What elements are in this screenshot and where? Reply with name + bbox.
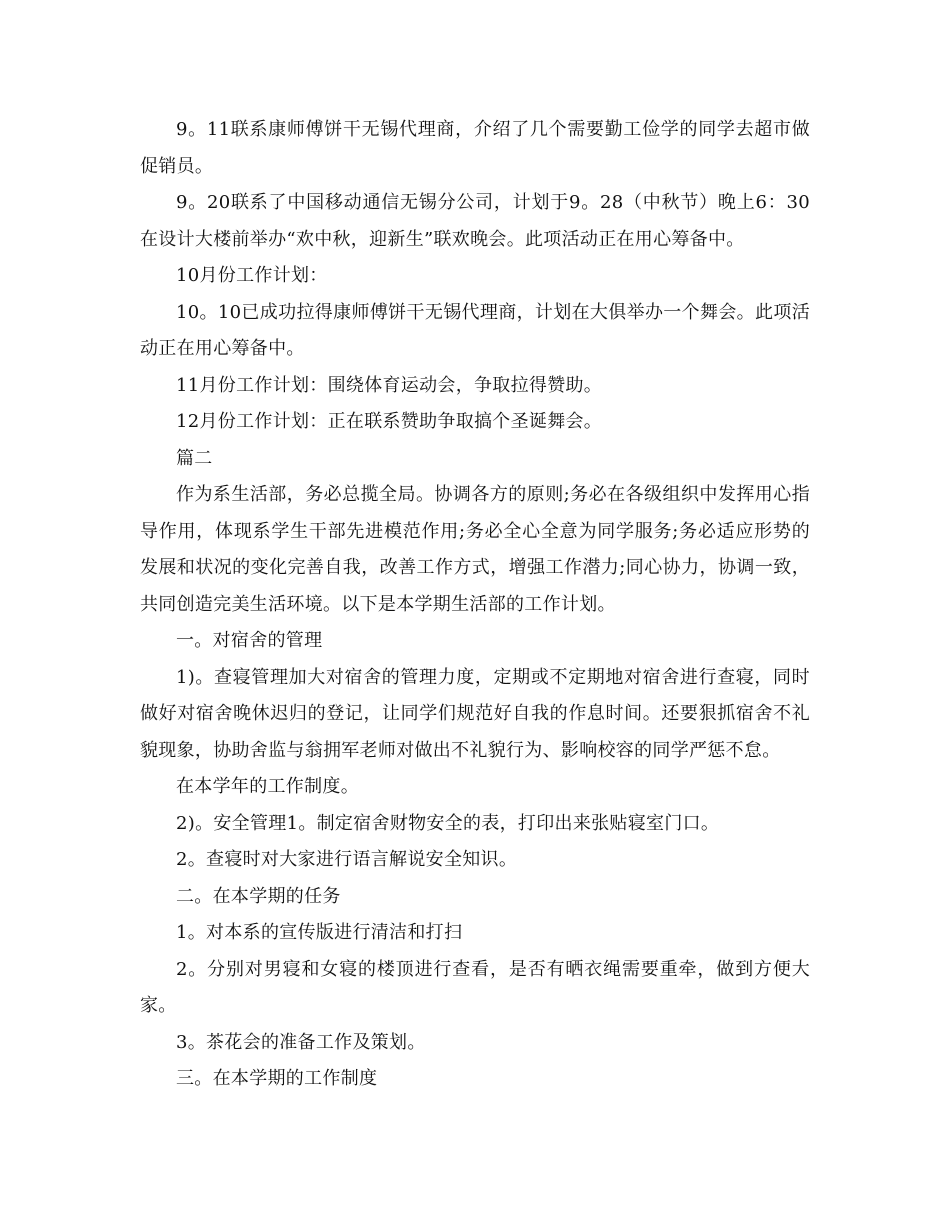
section-heading: 二。在本学期的任务 bbox=[176, 885, 341, 907]
paragraph: 2)。安全管理1。制定宿舍财物安全的表，打印出来张贴寝室门口。 bbox=[176, 812, 720, 834]
section-heading: 三。在本学期的工作制度 bbox=[176, 1068, 378, 1089]
paragraph: 10月份工作计划： bbox=[176, 265, 328, 286]
paragraph: 9。11联系康师傅饼干无锡代理商，介绍了几个需要勤工俭学的同学去超市做促销员。 bbox=[140, 119, 810, 177]
paragraph: 3。茶花会的准备工作及策划。 bbox=[176, 1031, 426, 1053]
section-heading: 一。对宿舍的管理 bbox=[176, 630, 323, 651]
paragraph: 9。20联系了中国移动通信无锡分公司，计划于9。28（中秋节）晚上6：30在设计大楼前举办“欢中秋，迎新生”联欢晚会。此项活动正在用心筹备中。 bbox=[140, 192, 810, 250]
paragraph: 1)。查寝管理加大对宿舍的管理力度，定期或不定期地对宿舍进行查寝，同时做好对宿舍晚休迟归的登记，让同学们规范好自我的作息时间。还要狠抓宿舍不礼貌现象，协助舍监与翁拥军老师对做出不礼貌行为、影响校容的同学严惩不怠。 bbox=[140, 666, 810, 761]
paragraph: 作为系生活部，务必总揽全局。协调各方的原则;务必在各级组织中发挥用心指导作用，体现系学生干部先进模范作用;务必全心全意为同学服务;务必适应形势的发展和状况的变化完善自我，改善工作方式，增强工作潜力;同心协力，协调一致，共同创造完美生活环境。以下是本学期生活部的工作计划。 bbox=[140, 484, 810, 615]
paragraph: 1。对本系的宣传版进行清洁和打扫 bbox=[176, 922, 463, 943]
paragraph: 11月份工作计划：围绕体育运动会，争取拉得赞助。 bbox=[176, 374, 603, 396]
paragraph: 2。分别对男寝和女寝的楼顶进行查看，是否有晒衣绳需要重牵，做到方便大家。 bbox=[140, 958, 810, 1016]
paragraph: 12月份工作计划：正在联系赞助争取搞个圣诞舞会。 bbox=[176, 411, 603, 432]
paragraph: 10。10已成功拉得康师傅饼干无锡代理商，计划在大俱举办一个舞会。此项活动正在用心筹备中。 bbox=[140, 301, 810, 359]
paragraph: 2。查寝时对大家进行语言解说安全知识。 bbox=[176, 849, 518, 870]
paragraph: 在本学年的工作制度。 bbox=[176, 776, 359, 797]
section-heading: 篇二 bbox=[176, 447, 213, 469]
document-body bbox=[140, 112, 810, 1098]
